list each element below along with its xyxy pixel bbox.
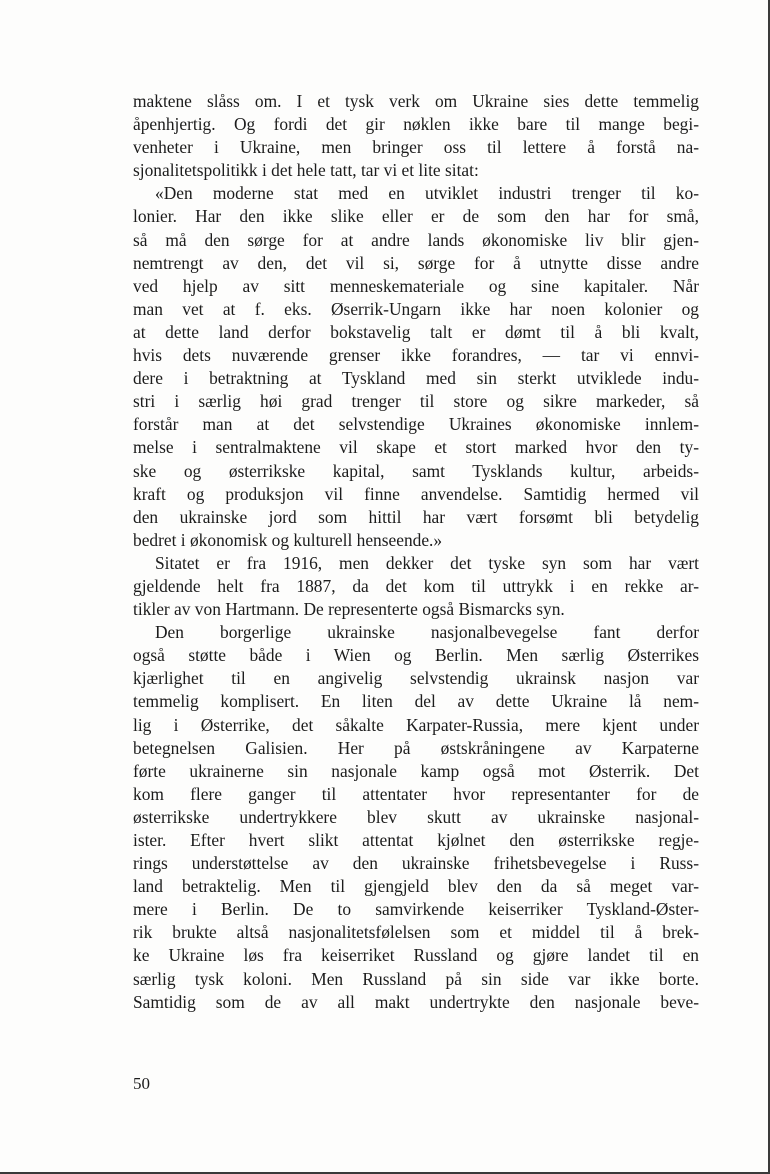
text-line: forstår man at det selvstendige Ukraines økonomiske innlem-	[133, 414, 699, 435]
text-line: lonier. Har den ikke slike eller er de som den har for små,	[133, 206, 699, 227]
text-line: mere i Berlin. De to samvirkende keiserriker Tyskland-Øster-	[133, 899, 699, 920]
text-line: den ukrainske jord som hittil har vært forsømt bli betydelig	[133, 506, 699, 527]
text-line: gjeldende helt fra 1887, da det kom til uttrykk i en rekke ar-	[133, 575, 699, 596]
body-text	[133, 90, 699, 1014]
text-line: åpenhjertig. Og fordi det gir nøklen ikke bare til mange begi-	[133, 114, 699, 135]
text-line: ved hjelp av sitt menneskemateriale og sine kapitaler. Når	[133, 275, 699, 296]
text-line: man vet at f. eks. Øserrik-Ungarn ikke har noen kolonier og	[133, 298, 699, 319]
text-line: kjærlighet til en angivelig selvstendig ukrainsk nasjon var	[133, 668, 699, 689]
text-line: Den borgerlige ukrainske nasjonalbevegelse fant derfor	[155, 622, 699, 643]
text-line: førte ukrainerne sin nasjonale kamp også mot Østerrik. Det	[133, 760, 699, 781]
text-line: østerrikske undertrykkere blev skutt av ukrainske nasjonal-	[133, 806, 699, 827]
text-line: temmelig komplisert. En liten del av dette Ukraine lå nem-	[133, 691, 699, 712]
text-line: kraft og produksjon vil finne anvendelse. Samtidig hermed vil	[133, 483, 699, 504]
text-line: betegnelsen Galisien. Her på østskråningene av Karpaterne	[133, 737, 699, 758]
text-line: «Den moderne stat med en utviklet industri trenger til ko-	[155, 183, 699, 204]
text-line: Samtidig som de av all makt undertrykte den nasjonale beve-	[133, 991, 699, 1012]
text-line: ke Ukraine løs fra keiserriket Russland og gjøre landet til en	[133, 945, 699, 966]
text-line: venheter i Ukraine, men bringer oss til lettere å forstå na-	[133, 137, 699, 158]
text-line: stri i særlig høi grad trenger til store og sikre markeder, så	[133, 391, 699, 412]
text-line: særlig tysk koloni. Men Russland på sin side var ikke borte.	[133, 968, 699, 989]
text-line: ske og østerrikske kapital, samt Tysklands kultur, arbeids-	[133, 460, 699, 481]
text-line: rik brukte altså nasjonalitetsfølelsen som et middel til å brek-	[133, 922, 699, 943]
text-line: land betraktelig. Men til gjengjeld blev den da så meget var-	[133, 876, 699, 897]
text-line: bedret i økonomisk og kulturell henseende.»	[133, 529, 443, 550]
text-line: lig i Østerrike, det såkalte Karpater-Russia, mere kjent under	[133, 714, 699, 735]
text-line: ister. Efter hvert slikt attentat kjølnet den østerrikske regje-	[133, 830, 699, 850]
text-line: også støtte både i Wien og Berlin. Men særlig Østerrikes	[133, 645, 699, 666]
text-line: tikler av von Hartmann. De representerte også Bismarcks syn.	[133, 599, 565, 620]
text-line: maktene slåss om. I et tysk verk om Ukraine sies dette temmelig	[133, 91, 699, 111]
text-line: kom flere ganger til attentater hvor representanter for de	[133, 783, 699, 804]
text-line: at dette land derfor bokstavelig talt er dømt til å bli kvalt,	[133, 321, 699, 342]
text-line: rings understøttelse av den ukrainske frihetsbevegelse i Russ-	[133, 853, 699, 874]
text-line: melse i sentralmaktene vil skape et stort marked hvor den ty-	[133, 437, 699, 458]
text-line: så må den sørge for at andre lands økonomiske liv blir gjen-	[133, 229, 699, 250]
text-line: hvis dets nuværende grenser ikke forandres, — tar vi ennvi-	[133, 345, 699, 366]
text-line: nemtrengt av den, det vil si, sørge for å utnytte disse andre	[133, 252, 699, 273]
text-line: dere i betraktning at Tyskland med sin sterkt utviklede indu-	[133, 368, 699, 389]
text-line: Sitatet er fra 1916, men dekker det tyske syn som har vært	[155, 552, 699, 573]
page-number: 50	[133, 1074, 150, 1093]
text-line: sjonalitetspolitikk i det hele tatt, tar vi et lite sitat:	[133, 160, 479, 181]
